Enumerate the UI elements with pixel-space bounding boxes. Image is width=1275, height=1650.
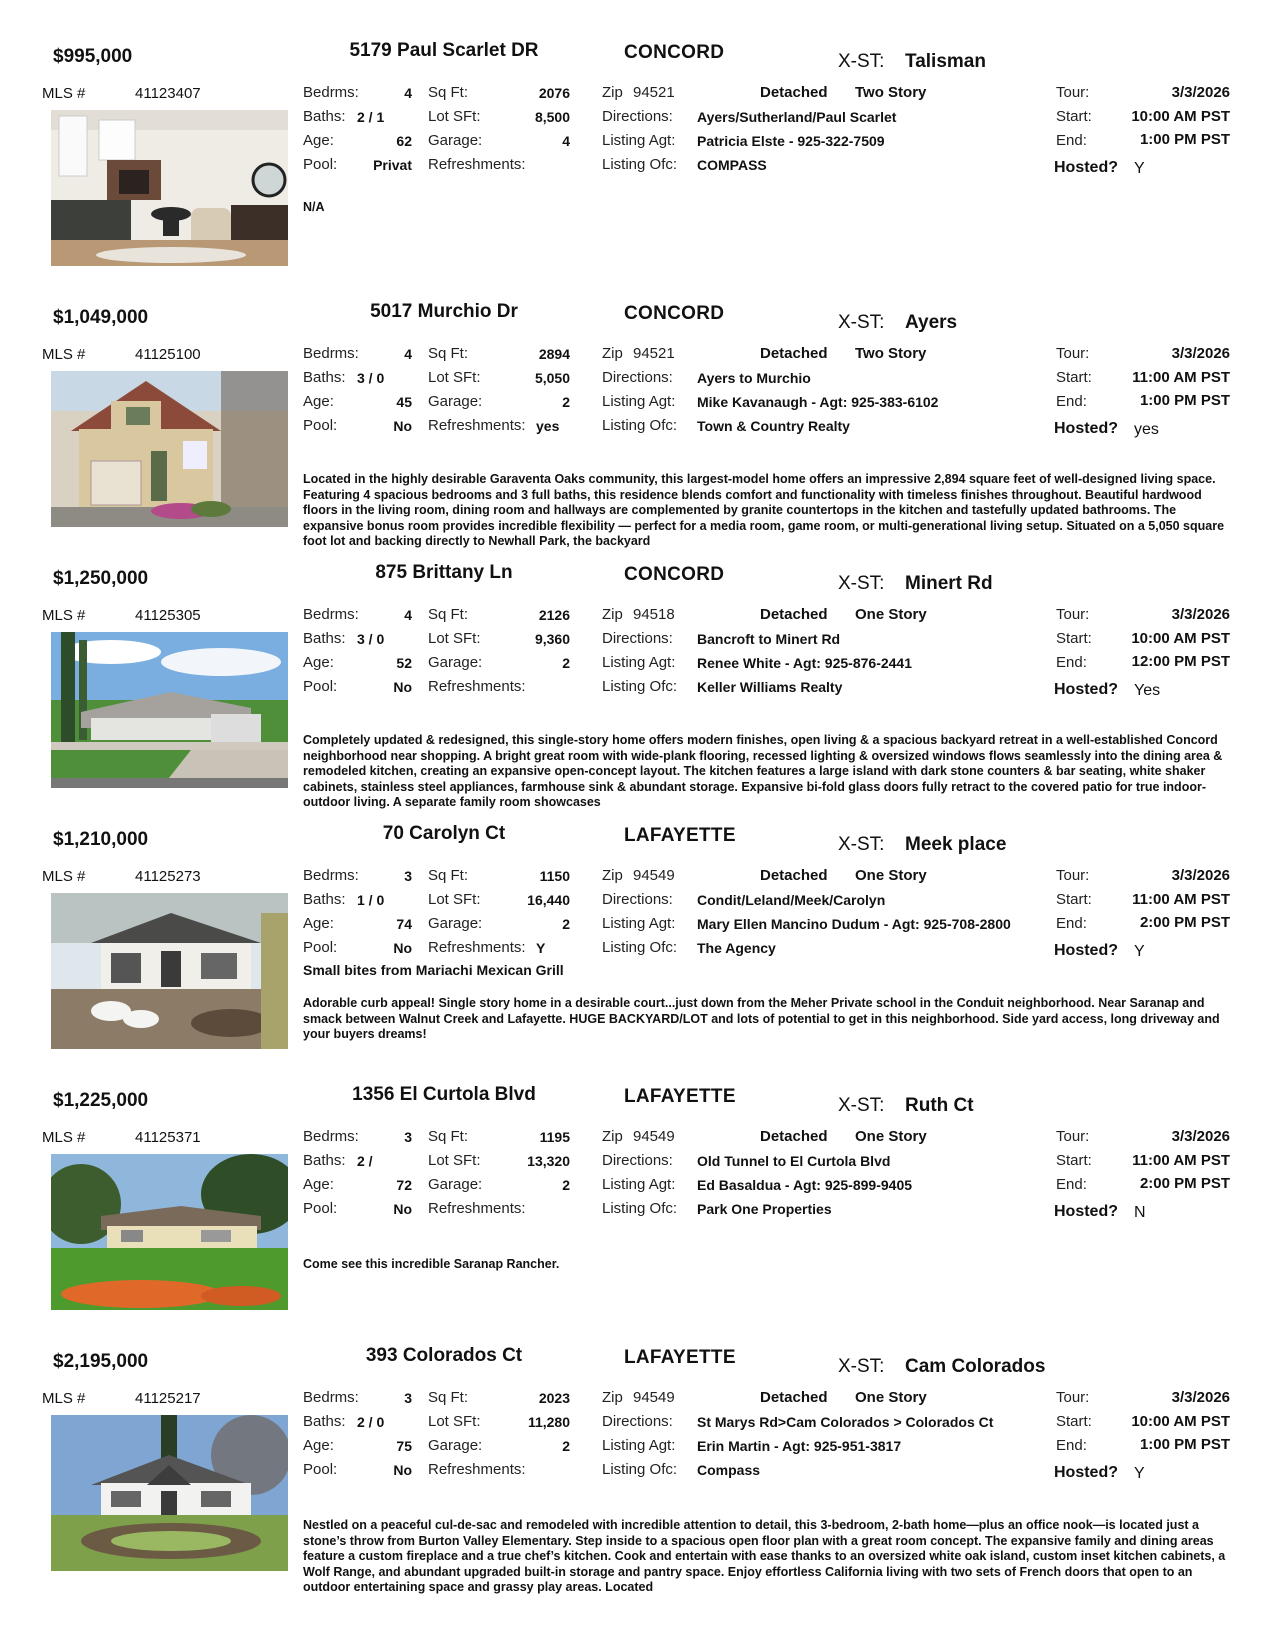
bedrooms-label: Bedrms: xyxy=(303,867,359,884)
garage-label: Garage: xyxy=(428,393,483,410)
rancher-lawn-photo xyxy=(51,1154,288,1310)
end-time: 1:00 PM PST xyxy=(1139,131,1230,148)
directions-value: Bancroft to Minert Rd xyxy=(697,631,841,647)
listing-office-label: Listing Ofc: xyxy=(602,678,678,695)
listing-card xyxy=(0,36,1275,294)
listing-city: LAFAYETTE xyxy=(624,1086,736,1107)
end-label: End: xyxy=(1056,654,1087,671)
mls-label: MLS # xyxy=(42,346,86,363)
listing-remarks: Completely updated & redesigned, this single-story home offers modern finishes, open living & a spacious backyard retreat in a well-established Concord neighborhood near shopping. A bright great room with wide-plank flooring, recessed lighting & oversized windows flows seamlessly into the dining area & remodeled kitchen, creating an expansive open-concept layout. The kitchen features a large island with dark stone counters & bar seating, white shaker cabinets, stainless steel appliances, farmhouse sink & abundant storage. Expansive bi-fold glass doors fully retract to the covered patio for true indoor-outdoor living. A separate family room showcases xyxy=(303,733,1223,809)
hosted-value: N xyxy=(1134,1204,1146,1221)
listing-card xyxy=(0,819,1275,1077)
age-label: Age: xyxy=(303,654,334,671)
zip-value: 94549 xyxy=(633,867,675,884)
bedrooms-label: Bedrms: xyxy=(303,606,359,623)
zip-label: Zip xyxy=(602,84,623,101)
garage-label: Garage: xyxy=(428,915,483,932)
property-type: Detached xyxy=(760,867,828,884)
listing-agent-label: Listing Agt: xyxy=(602,393,676,410)
tour-date: 3/3/2026 xyxy=(1171,867,1230,884)
pool-label: Pool: xyxy=(303,939,338,956)
mls-number: 41125273 xyxy=(135,868,201,885)
bedrooms-label: Bedrms: xyxy=(303,345,359,362)
start-label: Start: xyxy=(1056,108,1092,125)
baths-value: 2 / 1 xyxy=(357,109,385,125)
lot-label: Lot SFt: xyxy=(428,369,481,386)
end-time: 2:00 PM PST xyxy=(1139,914,1230,931)
baths-value: 2 / 0 xyxy=(357,1414,385,1430)
end-label: End: xyxy=(1056,132,1087,149)
lot-label: Lot SFt: xyxy=(428,108,481,125)
stories: Two Story xyxy=(855,345,927,362)
age-label: Age: xyxy=(303,1437,334,1454)
cross-street-value: Ayers xyxy=(905,312,958,333)
listing-agent-label: Listing Agt: xyxy=(602,915,676,932)
pool-label: Pool: xyxy=(303,156,338,173)
directions-value: St Marys Rd>Cam Colorados > Colorados Ct xyxy=(697,1414,994,1430)
zip-value: 94518 xyxy=(633,606,675,623)
listing-agent-label: Listing Agt: xyxy=(602,1176,676,1193)
directions-value: Ayers to Murchio xyxy=(697,370,811,386)
lot-value: 16,440 xyxy=(527,892,570,908)
start-time: 11:00 AM PST xyxy=(1132,1152,1230,1169)
baths-label: Baths: xyxy=(303,369,346,386)
mls-number: 41125100 xyxy=(135,346,201,363)
age-value: 52 xyxy=(396,655,412,671)
stories: One Story xyxy=(855,1128,927,1145)
listing-office-label: Listing Ofc: xyxy=(602,1200,678,1217)
stories: One Story xyxy=(855,606,927,623)
age-value: 62 xyxy=(396,133,412,149)
start-time: 10:00 AM PST xyxy=(1131,630,1230,647)
directions-label: Directions: xyxy=(602,1152,673,1169)
hosted-value: yes xyxy=(1134,421,1159,438)
lot-label: Lot SFt: xyxy=(428,1152,481,1169)
end-time: 1:00 PM PST xyxy=(1139,392,1230,409)
property-type: Detached xyxy=(760,1389,828,1406)
baths-label: Baths: xyxy=(303,1413,346,1430)
hosted-label: Hosted? xyxy=(1054,681,1118,698)
pool-value: No xyxy=(393,418,412,434)
hosted-value: Yes xyxy=(1134,682,1161,699)
tour-label: Tour: xyxy=(1056,345,1090,362)
directions-label: Directions: xyxy=(602,1413,673,1430)
mls-number: 41123407 xyxy=(135,85,201,102)
mls-label: MLS # xyxy=(42,868,86,885)
zip-value: 94549 xyxy=(633,1389,675,1406)
ranch-house-photo xyxy=(51,632,288,788)
listing-remarks: N/A xyxy=(303,200,325,214)
start-label: Start: xyxy=(1056,1152,1092,1169)
zip-value: 94521 xyxy=(633,84,675,101)
start-time: 11:00 AM PST xyxy=(1132,891,1230,908)
cross-street-value: Cam Colorados xyxy=(905,1356,1046,1377)
property-type: Detached xyxy=(760,1128,828,1145)
bedrooms-label: Bedrms: xyxy=(303,1128,359,1145)
listing-card xyxy=(0,558,1275,816)
sqft-label: Sq Ft: xyxy=(428,867,469,884)
end-label: End: xyxy=(1056,915,1087,932)
listing-agent-value: Erin Martin - Agt: 925-951-3817 xyxy=(697,1438,902,1454)
zip-label: Zip xyxy=(602,606,623,623)
age-label: Age: xyxy=(303,132,334,149)
listing-address: 70 Carolyn Ct xyxy=(382,823,506,844)
lot-label: Lot SFt: xyxy=(428,1413,481,1430)
baths-label: Baths: xyxy=(303,891,346,908)
garage-value: 2 xyxy=(562,1177,570,1193)
listing-agent-value: Patricia Elste - 925-322-7509 xyxy=(697,133,885,149)
pool-value: No xyxy=(393,940,412,956)
tour-date: 3/3/2026 xyxy=(1171,1128,1230,1145)
lot-value: 8,500 xyxy=(534,109,570,125)
listing-address: 1356 El Curtola Blvd xyxy=(352,1084,536,1105)
listing-city: CONCORD xyxy=(624,564,725,585)
sqft-label: Sq Ft: xyxy=(428,84,469,101)
hosted-label: Hosted? xyxy=(1054,1203,1118,1220)
baths-label: Baths: xyxy=(303,1152,346,1169)
start-time: 10:00 AM PST xyxy=(1131,1413,1230,1430)
bedrooms-label: Bedrms: xyxy=(303,84,359,101)
mls-label: MLS # xyxy=(42,607,86,624)
sqft-value: 2894 xyxy=(538,346,570,362)
refreshments-note: Small bites from Mariachi Mexican Grill xyxy=(303,962,564,978)
listing-price: $1,225,000 xyxy=(53,1090,149,1111)
garage-value: 2 xyxy=(562,394,570,410)
listing-address: 5017 Murchio Dr xyxy=(370,301,518,322)
sqft-value: 1195 xyxy=(539,1129,570,1145)
stories: Two Story xyxy=(855,84,927,101)
tour-label: Tour: xyxy=(1056,84,1090,101)
garage-label: Garage: xyxy=(428,1437,483,1454)
cross-street-label: X-ST: xyxy=(838,51,885,72)
garage-label: Garage: xyxy=(428,132,483,149)
lot-label: Lot SFt: xyxy=(428,630,481,647)
refreshments-label: Refreshments: xyxy=(428,939,526,956)
tour-date: 3/3/2026 xyxy=(1171,606,1230,623)
listing-card xyxy=(0,1341,1275,1599)
cross-street-value: Ruth Ct xyxy=(905,1095,974,1116)
listing-office-label: Listing Ofc: xyxy=(602,156,678,173)
listing-card xyxy=(0,297,1275,555)
age-label: Age: xyxy=(303,915,334,932)
sqft-label: Sq Ft: xyxy=(428,1389,469,1406)
sqft-label: Sq Ft: xyxy=(428,606,469,623)
property-type: Detached xyxy=(760,606,828,623)
hosted-value: Y xyxy=(1134,943,1145,960)
age-label: Age: xyxy=(303,393,334,410)
sqft-label: Sq Ft: xyxy=(428,345,469,362)
tour-date: 3/3/2026 xyxy=(1171,84,1230,101)
zip-label: Zip xyxy=(602,1128,623,1145)
pool-value: No xyxy=(393,679,412,695)
start-label: Start: xyxy=(1056,369,1092,386)
living-room-photo xyxy=(51,110,288,266)
age-value: 75 xyxy=(396,1438,412,1454)
pool-value: Privat xyxy=(373,157,412,173)
directions-label: Directions: xyxy=(602,891,673,908)
cross-street-label: X-ST: xyxy=(838,573,885,594)
listing-office-value: COMPASS xyxy=(697,157,767,173)
directions-value: Condit/Leland/Meek/Carolyn xyxy=(697,892,886,908)
listing-office-label: Listing Ofc: xyxy=(602,939,678,956)
listing-price: $2,195,000 xyxy=(53,1351,149,1372)
hosted-label: Hosted? xyxy=(1054,420,1118,437)
refreshments-value: yes xyxy=(536,418,560,434)
hosted-value: Y xyxy=(1134,1465,1145,1482)
bedrooms-value: 3 xyxy=(404,1390,412,1406)
garage-label: Garage: xyxy=(428,1176,483,1193)
listing-office-value: Compass xyxy=(697,1462,761,1478)
hosted-label: Hosted? xyxy=(1054,942,1118,959)
bedrooms-value: 3 xyxy=(404,868,412,884)
listing-city: LAFAYETTE xyxy=(624,1347,736,1368)
age-value: 72 xyxy=(396,1177,412,1193)
listing-price: $1,210,000 xyxy=(53,829,149,850)
sqft-value: 2076 xyxy=(538,85,570,101)
cross-street-label: X-ST: xyxy=(838,1095,885,1116)
listing-agent-value: Ed Basaldua - Agt: 925-899-9405 xyxy=(697,1177,913,1193)
garage-value: 2 xyxy=(562,1438,570,1454)
tour-date: 3/3/2026 xyxy=(1171,345,1230,362)
listing-remarks: Nestled on a peaceful cul-de-sac and remodeled with incredible attention to detail, this 3-bedroom, 2-bath home—plus an office nook—is located just a stone’s throw from Burton Valley Elementary. Step inside to a spacious open floor plan with a great room concept. The expansive family and dining areas feature a custom fireplace and a true chef’s kitchen. Cook and entertain with ease thanks to an oversized white oak island, custom inset kitchen cabinets, a Wolf Range, and abundant upgraded built-in storage and pantry space. Enjoy effortless California living with two sets of French doors that open to an outdoor entertaining space and grassy play areas. Located xyxy=(303,1518,1226,1594)
listing-agent-label: Listing Agt: xyxy=(602,1437,676,1454)
listing-office-value: The Agency xyxy=(697,940,776,956)
garage-value: 4 xyxy=(562,133,570,149)
directions-value: Old Tunnel to El Curtola Blvd xyxy=(697,1153,891,1169)
tour-label: Tour: xyxy=(1056,867,1090,884)
lot-value: 5,050 xyxy=(534,370,570,386)
baths-value: 1 / 0 xyxy=(357,892,385,908)
listing-city: LAFAYETTE xyxy=(624,825,736,846)
listing-price: $1,049,000 xyxy=(53,307,149,328)
sqft-label: Sq Ft: xyxy=(428,1128,469,1145)
tour-date: 3/3/2026 xyxy=(1171,1389,1230,1406)
listing-address: 393 Colorados Ct xyxy=(365,1345,523,1366)
listing-price: $995,000 xyxy=(53,46,133,67)
lot-value: 11,280 xyxy=(527,1414,570,1430)
tour-label: Tour: xyxy=(1056,1128,1090,1145)
pool-value: No xyxy=(393,1462,412,1478)
listing-office-value: Keller Williams Realty xyxy=(697,679,843,695)
garage-value: 2 xyxy=(562,916,570,932)
listing-agent-label: Listing Agt: xyxy=(602,132,676,149)
tour-label: Tour: xyxy=(1056,606,1090,623)
directions-label: Directions: xyxy=(602,369,673,386)
refreshments-label: Refreshments: xyxy=(428,156,526,173)
age-label: Age: xyxy=(303,1176,334,1193)
sqft-value: 2126 xyxy=(538,607,570,623)
end-time: 2:00 PM PST xyxy=(1139,1175,1230,1192)
hosted-label: Hosted? xyxy=(1054,159,1118,176)
listing-address: 5179 Paul Scarlet DR xyxy=(349,40,539,61)
sqft-value: 2023 xyxy=(538,1390,570,1406)
end-label: End: xyxy=(1056,1437,1087,1454)
sqft-value: 1150 xyxy=(539,868,570,884)
baths-label: Baths: xyxy=(303,108,346,125)
listing-agent-value: Renee White - Agt: 925-876-2441 xyxy=(697,655,912,671)
baths-label: Baths: xyxy=(303,630,346,647)
lot-value: 13,320 xyxy=(527,1153,570,1169)
listing-city: CONCORD xyxy=(624,42,725,63)
garage-label: Garage: xyxy=(428,654,483,671)
pool-value: No xyxy=(393,1201,412,1217)
start-label: Start: xyxy=(1056,630,1092,647)
hosted-label: Hosted? xyxy=(1054,1464,1118,1481)
listing-agent-value: Mary Ellen Mancino Dudum - Agt: 925-708-2800 xyxy=(697,916,1011,932)
zip-label: Zip xyxy=(602,867,623,884)
pool-label: Pool: xyxy=(303,678,338,695)
start-time: 10:00 AM PST xyxy=(1131,108,1230,125)
listing-remarks: Adorable curb appeal! Single story home in a desirable court...just down from the Meher Private school in the Conduit neighborhood. Near Saranap and smack between Walnut Creek and Lafayette. HUGE BACKYARD/LOT and lots of potential to get in this neighborhood. Side yard access, long driveway and your buyers dreams! xyxy=(303,996,1220,1041)
cross-street-value: Minert Rd xyxy=(905,573,993,594)
bedrooms-label: Bedrms: xyxy=(303,1389,359,1406)
listing-price: $1,250,000 xyxy=(53,568,149,589)
listing-city: CONCORD xyxy=(624,303,725,324)
listing-office-value: Park One Properties xyxy=(697,1201,832,1217)
pool-label: Pool: xyxy=(303,417,338,434)
cross-street-label: X-ST: xyxy=(838,312,885,333)
directions-label: Directions: xyxy=(602,630,673,647)
end-time: 12:00 PM PST xyxy=(1131,653,1230,670)
zip-value: 94521 xyxy=(633,345,675,362)
listing-remarks: Come see this incredible Saranap Rancher. xyxy=(303,1257,560,1271)
mls-number: 41125371 xyxy=(135,1129,201,1146)
property-type: Detached xyxy=(760,84,828,101)
zip-value: 94549 xyxy=(633,1128,675,1145)
hosted-value: Y xyxy=(1134,160,1145,177)
baths-value: 3 / 0 xyxy=(357,370,385,386)
mls-label: MLS # xyxy=(42,85,86,102)
mls-number: 41125305 xyxy=(135,607,201,624)
refreshments-value: Y xyxy=(536,940,546,956)
baths-value: 2 / xyxy=(357,1153,373,1169)
cross-street-value: Talisman xyxy=(905,51,986,72)
mls-number: 41125217 xyxy=(135,1390,201,1407)
listing-office-label: Listing Ofc: xyxy=(602,417,678,434)
cross-street-value: Meek place xyxy=(905,834,1007,855)
property-type: Detached xyxy=(760,345,828,362)
end-time: 1:00 PM PST xyxy=(1139,1436,1230,1453)
refreshments-label: Refreshments: xyxy=(428,1200,526,1217)
listing-remarks: Located in the highly desirable Garaventa Oaks community, this largest-model home offers an impressive 2,894 square feet of well-designed living space. Featuring 4 spacious bedrooms and 3 full baths, this residence blends comfort and functionality with timeless finishes throughout. Beautiful hardwood floors in the living room, dining room and hallways are complemented by granite countertops in the kitchen and tastefully updated bathrooms. The expansive bonus room provides incredible flexibility — perfect for a media room, game room, or multi-generational living setup. Situated on a 5,050 square foot lot and backing directly to Newhall Park, the backyard xyxy=(303,472,1225,548)
bedrooms-value: 4 xyxy=(404,346,412,362)
stories: One Story xyxy=(855,867,927,884)
end-label: End: xyxy=(1056,1176,1087,1193)
stories: One Story xyxy=(855,1389,927,1406)
zip-label: Zip xyxy=(602,1389,623,1406)
start-time: 11:00 AM PST xyxy=(1132,369,1230,386)
age-value: 45 xyxy=(396,394,412,410)
bedrooms-value: 4 xyxy=(404,607,412,623)
listing-agent-value: Mike Kavanaugh - Agt: 925-383-6102 xyxy=(697,394,939,410)
refreshments-label: Refreshments: xyxy=(428,417,526,434)
pool-label: Pool: xyxy=(303,1200,338,1217)
refreshments-label: Refreshments: xyxy=(428,678,526,695)
listing-address: 875 Brittany Ln xyxy=(375,562,513,583)
mls-label: MLS # xyxy=(42,1129,86,1146)
garage-value: 2 xyxy=(562,655,570,671)
cross-street-label: X-ST: xyxy=(838,834,885,855)
end-label: End: xyxy=(1056,393,1087,410)
listing-office-label: Listing Ofc: xyxy=(602,1461,678,1478)
mls-label: MLS # xyxy=(42,1390,86,1407)
cross-street-label: X-ST: xyxy=(838,1356,885,1377)
bedrooms-value: 3 xyxy=(404,1129,412,1145)
tour-label: Tour: xyxy=(1056,1389,1090,1406)
baths-value: 3 / 0 xyxy=(357,631,385,647)
zip-label: Zip xyxy=(602,345,623,362)
start-label: Start: xyxy=(1056,1413,1092,1430)
age-value: 74 xyxy=(396,916,412,932)
start-label: Start: xyxy=(1056,891,1092,908)
listing-office-value: Town & Country Realty xyxy=(697,418,850,434)
bedrooms-value: 4 xyxy=(404,85,412,101)
directions-label: Directions: xyxy=(602,108,673,125)
directions-value: Ayers/Sutherland/Paul Scarlet xyxy=(697,109,897,125)
listing-agent-label: Listing Agt: xyxy=(602,654,676,671)
two-story-house-photo xyxy=(51,371,288,527)
listing-card xyxy=(0,1080,1275,1338)
lot-value: 9,360 xyxy=(534,631,570,647)
pool-label: Pool: xyxy=(303,1461,338,1478)
craftsman-home-photo xyxy=(51,1415,288,1571)
cottage-yard-photo xyxy=(51,893,288,1049)
lot-label: Lot SFt: xyxy=(428,891,481,908)
refreshments-label: Refreshments: xyxy=(428,1461,526,1478)
